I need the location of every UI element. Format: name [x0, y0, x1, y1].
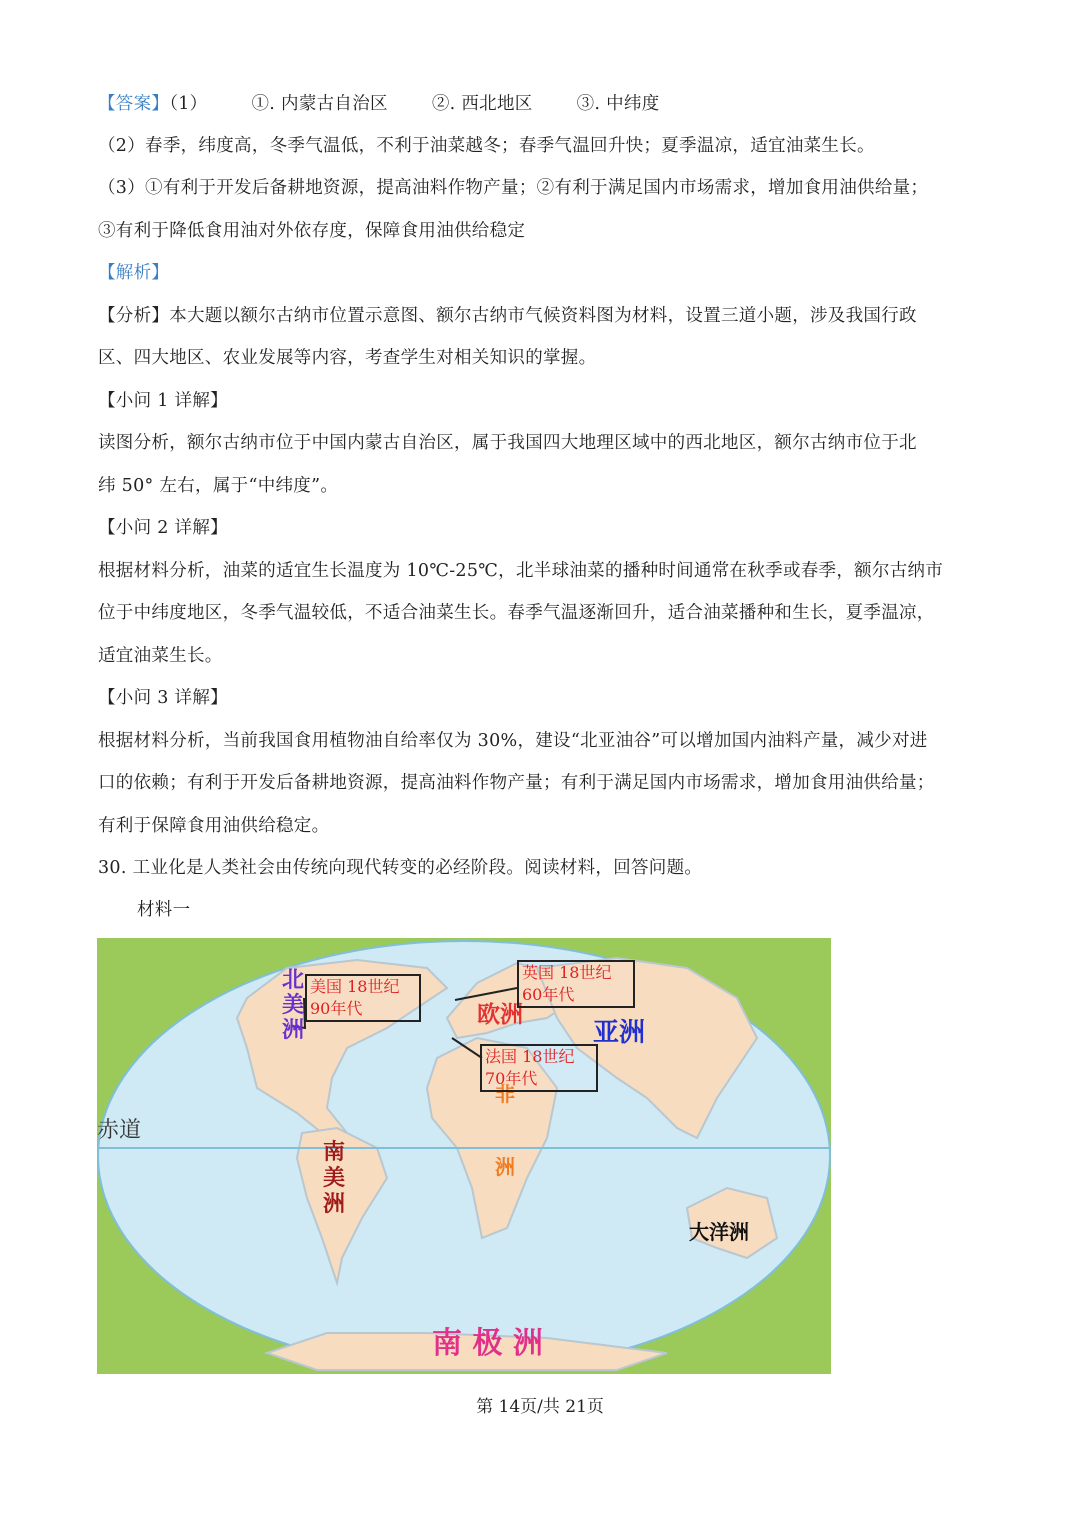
callout-line: 90年代 — [310, 999, 363, 1018]
sub3-line1: 根据材料分析，当前我国食用植物油自给率仅为 30%，建设“北亚油谷”可以增加国内油料产量，减少对进 — [98, 731, 928, 751]
sub2-line1: 根据材料分析，油菜的适宜生长温度为 10℃-25℃，北半球油菜的播种时间通常在秋季或春季，额尔古纳市 — [98, 561, 944, 581]
question-30: 30. 工业化是人类社会由传统向现代转变的必经阶段。阅读材料，回答问题。 — [98, 858, 703, 878]
north-america-label — [282, 968, 306, 1043]
oceania-label: 大洋洲 — [689, 1220, 749, 1244]
sub2-line3: 适宜油菜生长。 — [98, 646, 223, 666]
world-map-figure — [97, 938, 831, 1374]
answer-q3-line1: （3）①有利于开发后备耕地资源，提高油料作物产量；②有利于满足国内市场需求，增加食用油供给量； — [98, 178, 929, 198]
label-char: 洲 — [282, 1018, 305, 1043]
label-char: 北 — [282, 968, 305, 993]
sub1-line2: 纬 50° 左右，属于“中纬度”。 — [98, 476, 339, 496]
sub3-title: 【小问 3 详解】 — [98, 688, 228, 708]
sub1-title: 【小问 1 详解】 — [98, 391, 228, 411]
callout-usa — [305, 974, 421, 1022]
callout-line: 美国 18世纪 — [310, 977, 400, 996]
answer-q3-line2: ③有利于降低食用油对外依存度，保障食用油供给稳定 — [98, 221, 526, 241]
label-char: 美 — [323, 1166, 346, 1191]
analysis-label: 【解析】 — [98, 263, 170, 283]
answer-line-1 — [98, 92, 660, 116]
label-char: 美 — [282, 993, 305, 1018]
material-label: 材料一 — [137, 900, 191, 920]
label-char: 南 — [323, 1140, 346, 1165]
equator-label: 赤道 — [97, 1118, 142, 1143]
answer-label: 【答案】 — [98, 94, 170, 114]
answer-q2: （2）春季，纬度高，冬季气温低，不利于油菜越冬；春季气温回升快；夏季温凉，适宜油菜生长。 — [98, 136, 875, 156]
q1-item: ②. 西北地区 — [431, 94, 533, 114]
callout-line: 英国 18世纪 — [522, 963, 612, 982]
q1-item: ①. 内蒙古自治区 — [251, 94, 388, 114]
q1-item: ③. 中纬度 — [576, 94, 660, 114]
africa-label-1: 非 — [495, 1082, 515, 1106]
sub3-line3: 有利于保障食用油供给稳定。 — [98, 816, 330, 836]
page-footer: 第 14页/共 21页 — [476, 1397, 604, 1417]
world-map — [97, 938, 831, 1374]
analysis-intro-1: 【分析】本大题以额尔古纳市位置示意图、额尔古纳市气候资料图为材料，设置三道小题，涉及我国行政 — [98, 306, 917, 326]
analysis-intro-2: 区、四大地区、农业发展等内容，考查学生对相关知识的掌握。 — [98, 348, 597, 368]
sub2-title: 【小问 2 详解】 — [98, 518, 228, 538]
south-america-label — [323, 1140, 347, 1218]
asia-label: 亚洲 — [593, 1018, 646, 1048]
europe-label: 欧洲 — [477, 1002, 523, 1028]
sub3-line2: 口的依赖；有利于开发后备耕地资源，提高油料作物产量；有利于满足国内市场需求，增加食用油供给量； — [98, 773, 935, 793]
callout-line: 60年代 — [522, 985, 575, 1004]
q1-prefix: （1） — [169, 94, 208, 114]
africa-label-2: 洲 — [495, 1155, 515, 1179]
callout-line: 法国 18世纪 — [485, 1047, 575, 1066]
antarctica-label: 南 极 洲 — [432, 1326, 543, 1361]
callout-france — [480, 1044, 598, 1092]
callout-line: 70年代 — [485, 1069, 538, 1088]
label-char: 洲 — [323, 1192, 346, 1217]
sub2-line2: 位于中纬度地区，冬季气温较低，不适合油菜生长。春季气温逐渐回升，适合油菜播种和生长，夏季温凉， — [98, 603, 935, 623]
callout-uk — [517, 960, 635, 1008]
sub1-line1: 读图分析，额尔古纳市位于中国内蒙古自治区，属于我国四大地理区域中的西北地区，额尔古纳市位于北 — [98, 433, 917, 453]
